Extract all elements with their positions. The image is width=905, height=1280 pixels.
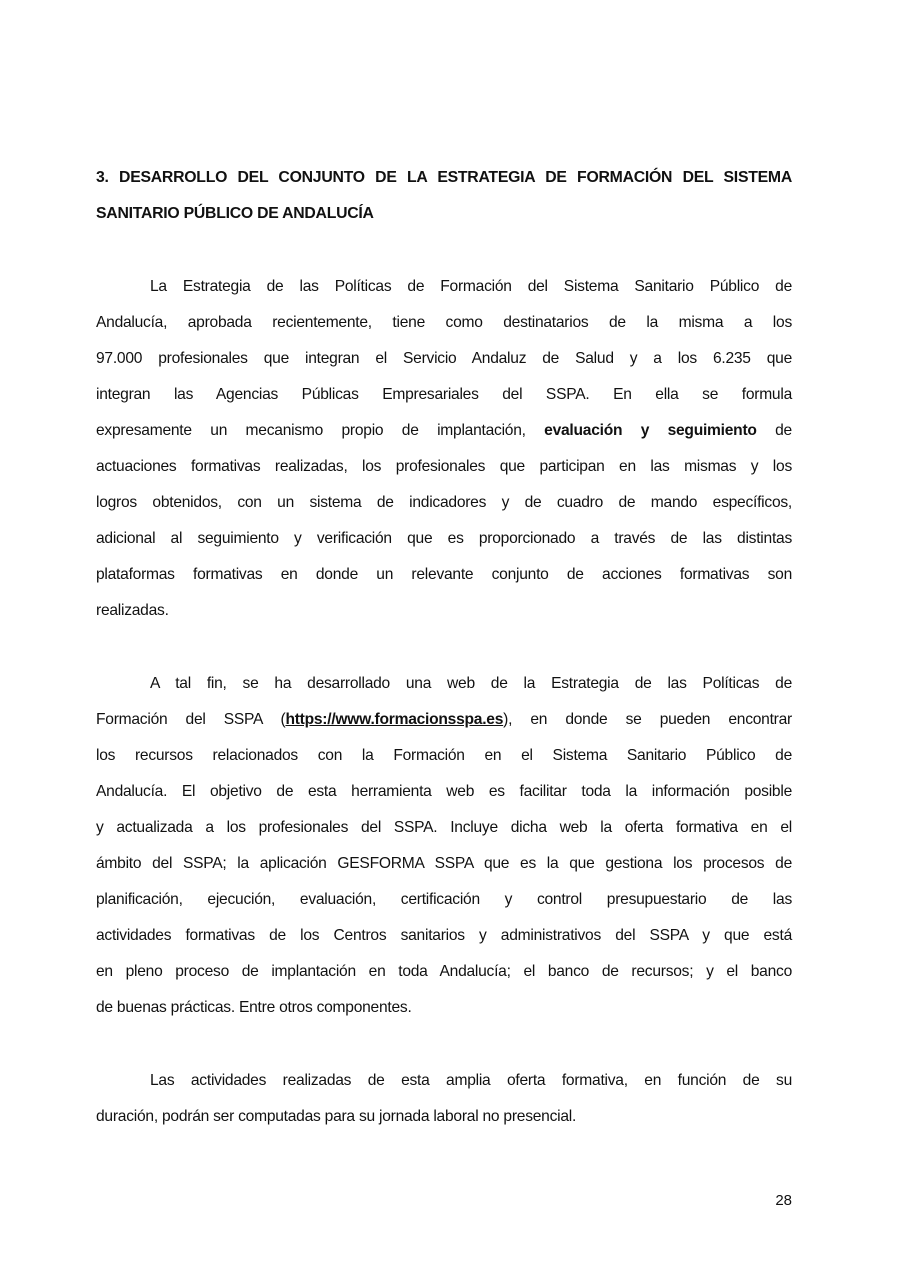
paragraph-line [96,810,792,846]
section-heading-line [96,196,792,232]
paragraph-line [96,882,792,918]
paragraph-line [96,377,792,413]
paragraph-line [96,774,792,810]
paragraph-line [96,1099,792,1135]
paragraph-line [96,918,792,954]
text-segment: 97.000 profesionales que integran el Servicio Andaluz de Salud y a los 6.235 que [96,350,792,367]
text-segment: los recursos relacionados con la Formación en el Sistema Sanitario Público de [96,747,792,764]
text-segment: 3. DESARROLLO DEL CONJUNTO DE LA ESTRATEGIA DE FORMACIÓN DEL SISTEMA [96,169,792,186]
text-segment: en pleno proceso de implantación en toda Andalucía; el banco de recursos; y el banco [96,963,792,980]
text-segment: de buenas prácticas. Entre otros componentes. [96,999,412,1016]
paragraph-line [96,738,792,774]
text-segment: actuaciones formativas realizadas, los profesionales que participan en las mismas y los [96,458,792,475]
paragraph-line [150,1063,792,1099]
text-segment: realizadas. [96,602,169,619]
text-segment: ámbito del SSPA; la aplicación GESFORMA SSPA que es la que gestiona los procesos de [96,855,792,872]
paragraph-line [96,846,792,882]
text-segment: SANITARIO PÚBLICO DE ANDALUCÍA [96,205,374,222]
text-segment: de [756,422,792,439]
text-segment: duración, podrán ser computadas para su jornada laboral no presencial. [96,1108,577,1125]
paragraph-line [96,521,792,557]
paragraph-line [96,341,792,377]
section-heading-line [96,160,792,196]
page-number: 28 [775,1192,792,1209]
paragraph-line [96,593,792,629]
paragraph-line [96,305,792,341]
bold-text: evaluación y seguimiento [544,422,757,439]
paragraph-line [96,449,792,485]
paragraph-line [150,269,792,305]
paragraph-line [150,666,792,702]
text-segment: Andalucía, aprobada recientemente, tiene como destinatarios de la misma a los [96,314,792,331]
text-segment: adicional al seguimiento y verificación que es proporcionado a través de las distintas [96,530,792,547]
text-segment: integran las Agencias Públicas Empresariales del SSPA. En ella se formula [96,386,792,403]
paragraph-line [96,990,792,1026]
text-segment: Las actividades realizadas de esta amplia oferta formativa, en función de su [150,1072,792,1089]
text-segment: Formación del SSPA ( [96,711,286,728]
text-segment: expresamente un mecanismo propio de implantación, [96,422,545,439]
text-segment: planificación, ejecución, evaluación, certificación y control presupuestario de las [96,891,792,908]
text-segment: La Estrategia de las Políticas de Formación del Sistema Sanitario Público de [150,278,792,295]
paragraph-line [96,485,792,521]
text-segment: actividades formativas de los Centros sanitarios y administrativos del SSPA y que está [96,927,792,944]
text-segment: A tal fin, se ha desarrollado una web de la Estrategia de las Políticas de [150,675,792,692]
paragraph-line [96,413,792,449]
text-segment: logros obtenidos, con un sistema de indicadores y de cuadro de mando específicos, [96,494,792,511]
text-segment: ), en donde se pueden encontrar [503,711,792,728]
website-link[interactable]: https://www.formacionsspa.es [285,711,504,728]
text-segment: plataformas formativas en donde un relevante conjunto de acciones formativas son [96,566,792,583]
text-segment: Andalucía. El objetivo de esta herramienta web es facilitar toda la información posible [96,783,792,800]
paragraph-line [96,557,792,593]
text-segment: y actualizada a los profesionales del SSPA. Incluye dicha web la oferta formativa en el [96,819,792,836]
paragraph-line [96,954,792,990]
paragraph-line [96,702,792,738]
